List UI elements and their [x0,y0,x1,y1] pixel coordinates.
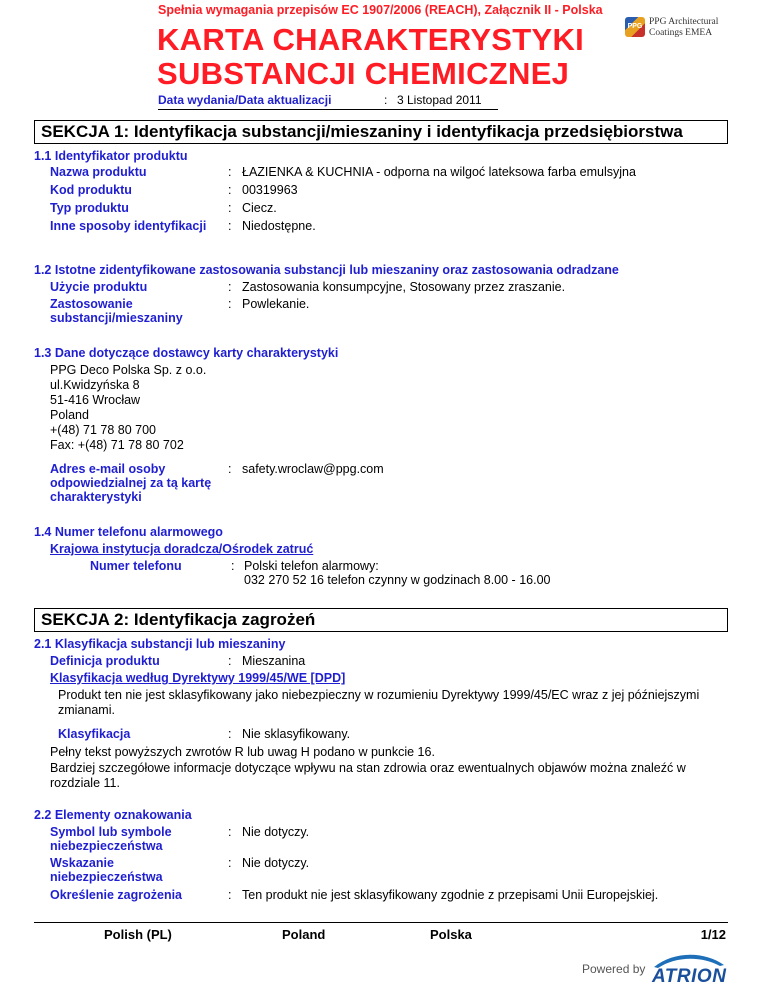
supplier-line: Poland [50,408,89,422]
supplier-line: 51-416 Wrocław [50,393,141,407]
colon: : [228,727,232,741]
dpd-classification-link[interactable]: Klasyfikacja według Dyrektywy 1999/45/WE [DPD] [50,671,346,685]
health-details-note: Bardziej szczegółowe informacje dotyczące wpływu na stan zdrowia oraz ewentualnych objawów można znaleźć w rozdziale 11. [50,761,686,790]
other-identification-label: Inne sposoby identyfikacji [50,219,207,233]
colon: : [231,559,235,573]
colon: : [228,280,232,294]
ppg-logo-text-line2: Coatings EMEA [649,28,713,38]
supplier-line: PPG Deco Polska Sp. z o.o. [50,363,207,377]
powered-by-text: Powered by [582,962,646,976]
footer-region: Polska [430,927,472,942]
product-code-label: Kod produktu [50,183,132,197]
footer-page-number: 1/12 [700,927,726,942]
poison-center-link[interactable]: Krajowa instytucja doradcza/Ośrodek zatruć [50,542,314,556]
document-title-line2: SUBSTANCJI CHEMICZNEJ [157,56,570,91]
reach-compliance-line: Spełnia wymagania przepisów EC 1907/2006 (REACH), Załącznik II - Polska [158,3,603,17]
colon: : [228,856,232,870]
hazard-statement-label: Określenie zagrożenia [50,888,183,902]
hazard-symbol-value: Nie dotyczy. [242,825,310,839]
product-name-label: Nazwa produktu [50,165,147,179]
dpd-classification-text: Produkt ten nie jest sklasyfikowany jako niebezpieczny w rozumieniu Dyrektywy 1999/45/EC wraz z jej późniejszymi zmianami. [58,688,700,717]
issue-date-colon: : [384,93,388,107]
colon: : [228,825,232,839]
supplier-line: ul.Kwidzyńska 8 [50,378,140,392]
supplier-line: +(48) 71 78 80 700 [50,423,156,437]
section2-heading: SEKCJA 2: Identyfikacja zagrożeń [34,608,728,632]
issue-date-value: 3 Listopad 2011 [397,93,482,107]
product-code-value: 00319963 [242,183,298,197]
product-definition-value: Mieszanina [242,654,306,668]
colon: : [228,183,232,197]
ppg-logo-text-line1: PPG Architectural [649,17,719,27]
atrion-logo [648,953,730,991]
colon: : [228,201,232,215]
phone-label: Numer telefonu [90,559,182,573]
colon: : [228,219,232,233]
colon: : [228,165,232,179]
subsection-2-2-title: 2.2 Elementy oznakowania [34,808,192,822]
footer-rule [34,922,728,923]
subsection-1-4-title: 1.4 Numer telefonu alarmowego [34,525,223,539]
colon: : [228,297,232,311]
subsection-2-1-title: 2.1 Klasyfikacja substancji lub mieszaniny [34,637,286,651]
application-label-line1: Zastosowanie [50,297,133,311]
phone-line2: 032 270 52 16 telefon czynny w godzinach 8.00 - 16.00 [244,573,551,587]
email-label-line3: charakterystyki [50,490,142,504]
colon: : [228,654,232,668]
product-name-value: ŁAZIENKA & KUCHNIA - odporna na wilgoć lateksowa farba emulsyjna [242,165,636,179]
ppg-logo-mark: PPG [625,17,645,37]
hazard-symbol-label-line1: Symbol lub symbole [50,825,172,839]
subsection-1-3-title: 1.3 Dane dotyczące dostawcy karty charakterystyki [34,346,339,360]
footer-language: Polish (PL) [104,927,172,942]
atrion-logo-text: ATRION [652,966,727,987]
signal-word-label-line2: niebezpieczeństwa [50,870,163,884]
supplier-line: Fax: +(48) 71 78 80 702 [50,438,184,452]
email-value[interactable]: safety.wroclaw@ppg.com [242,462,384,476]
hazard-statement-value: Ten produkt nie jest sklasyfikowany zgodnie z przepisami Unii Europejskiej. [242,888,659,902]
product-use-label: Użycie produktu [50,280,148,294]
colon: : [228,462,232,476]
classification-label: Klasyfikacja [58,727,131,741]
phone-line1: Polski telefon alarmowy: [244,559,379,573]
issue-date-label: Data wydania/Data aktualizacji [158,93,332,107]
email-label-line2: odpowiedzialnej za tą kartę [50,476,212,490]
product-type-value: Ciecz. [242,201,277,215]
document-title-line1: KARTA CHARAKTERYSTYKI [157,22,585,57]
section1-heading: SEKCJA 1: Identyfikacja substancji/mieszaniny i identyfikacja przedsiębiorstwa [34,120,728,144]
footer-country: Poland [282,927,326,942]
ppg-logo [625,17,735,47]
signal-word-value: Nie dotyczy. [242,856,310,870]
hazard-symbol-label-line2: niebezpieczeństwa [50,839,163,853]
application-value: Powlekanie. [242,297,310,311]
signal-word-label-line1: Wskazanie [50,856,114,870]
product-use-value: Zastosowania konsumpcyjne, Stosowany przez zraszanie. [242,280,566,294]
product-definition-label: Definicja produktu [50,654,160,668]
email-label-line1: Adres e-mail osoby [50,462,166,476]
application-label-line2: substancji/mieszaniny [50,311,183,325]
supplier-address [50,363,206,453]
subsection-1-2-title: 1.2 Istotne zidentyfikowane zastosowania substancji lub mieszaniny oraz zastosowania odradzane [34,263,619,277]
classification-value: Nie sklasyfikowany. [242,727,351,741]
full-text-note: Pełny tekst powyższych zwrotów R lub uwag H podano w punkcie 16. [50,745,435,759]
subsection-1-1-title: 1.1 Identyfikator produktu [34,149,188,163]
colon: : [228,888,232,902]
header-underline [158,109,498,110]
product-type-label: Typ produktu [50,201,129,215]
other-identification-value: Niedostępne. [242,219,316,233]
